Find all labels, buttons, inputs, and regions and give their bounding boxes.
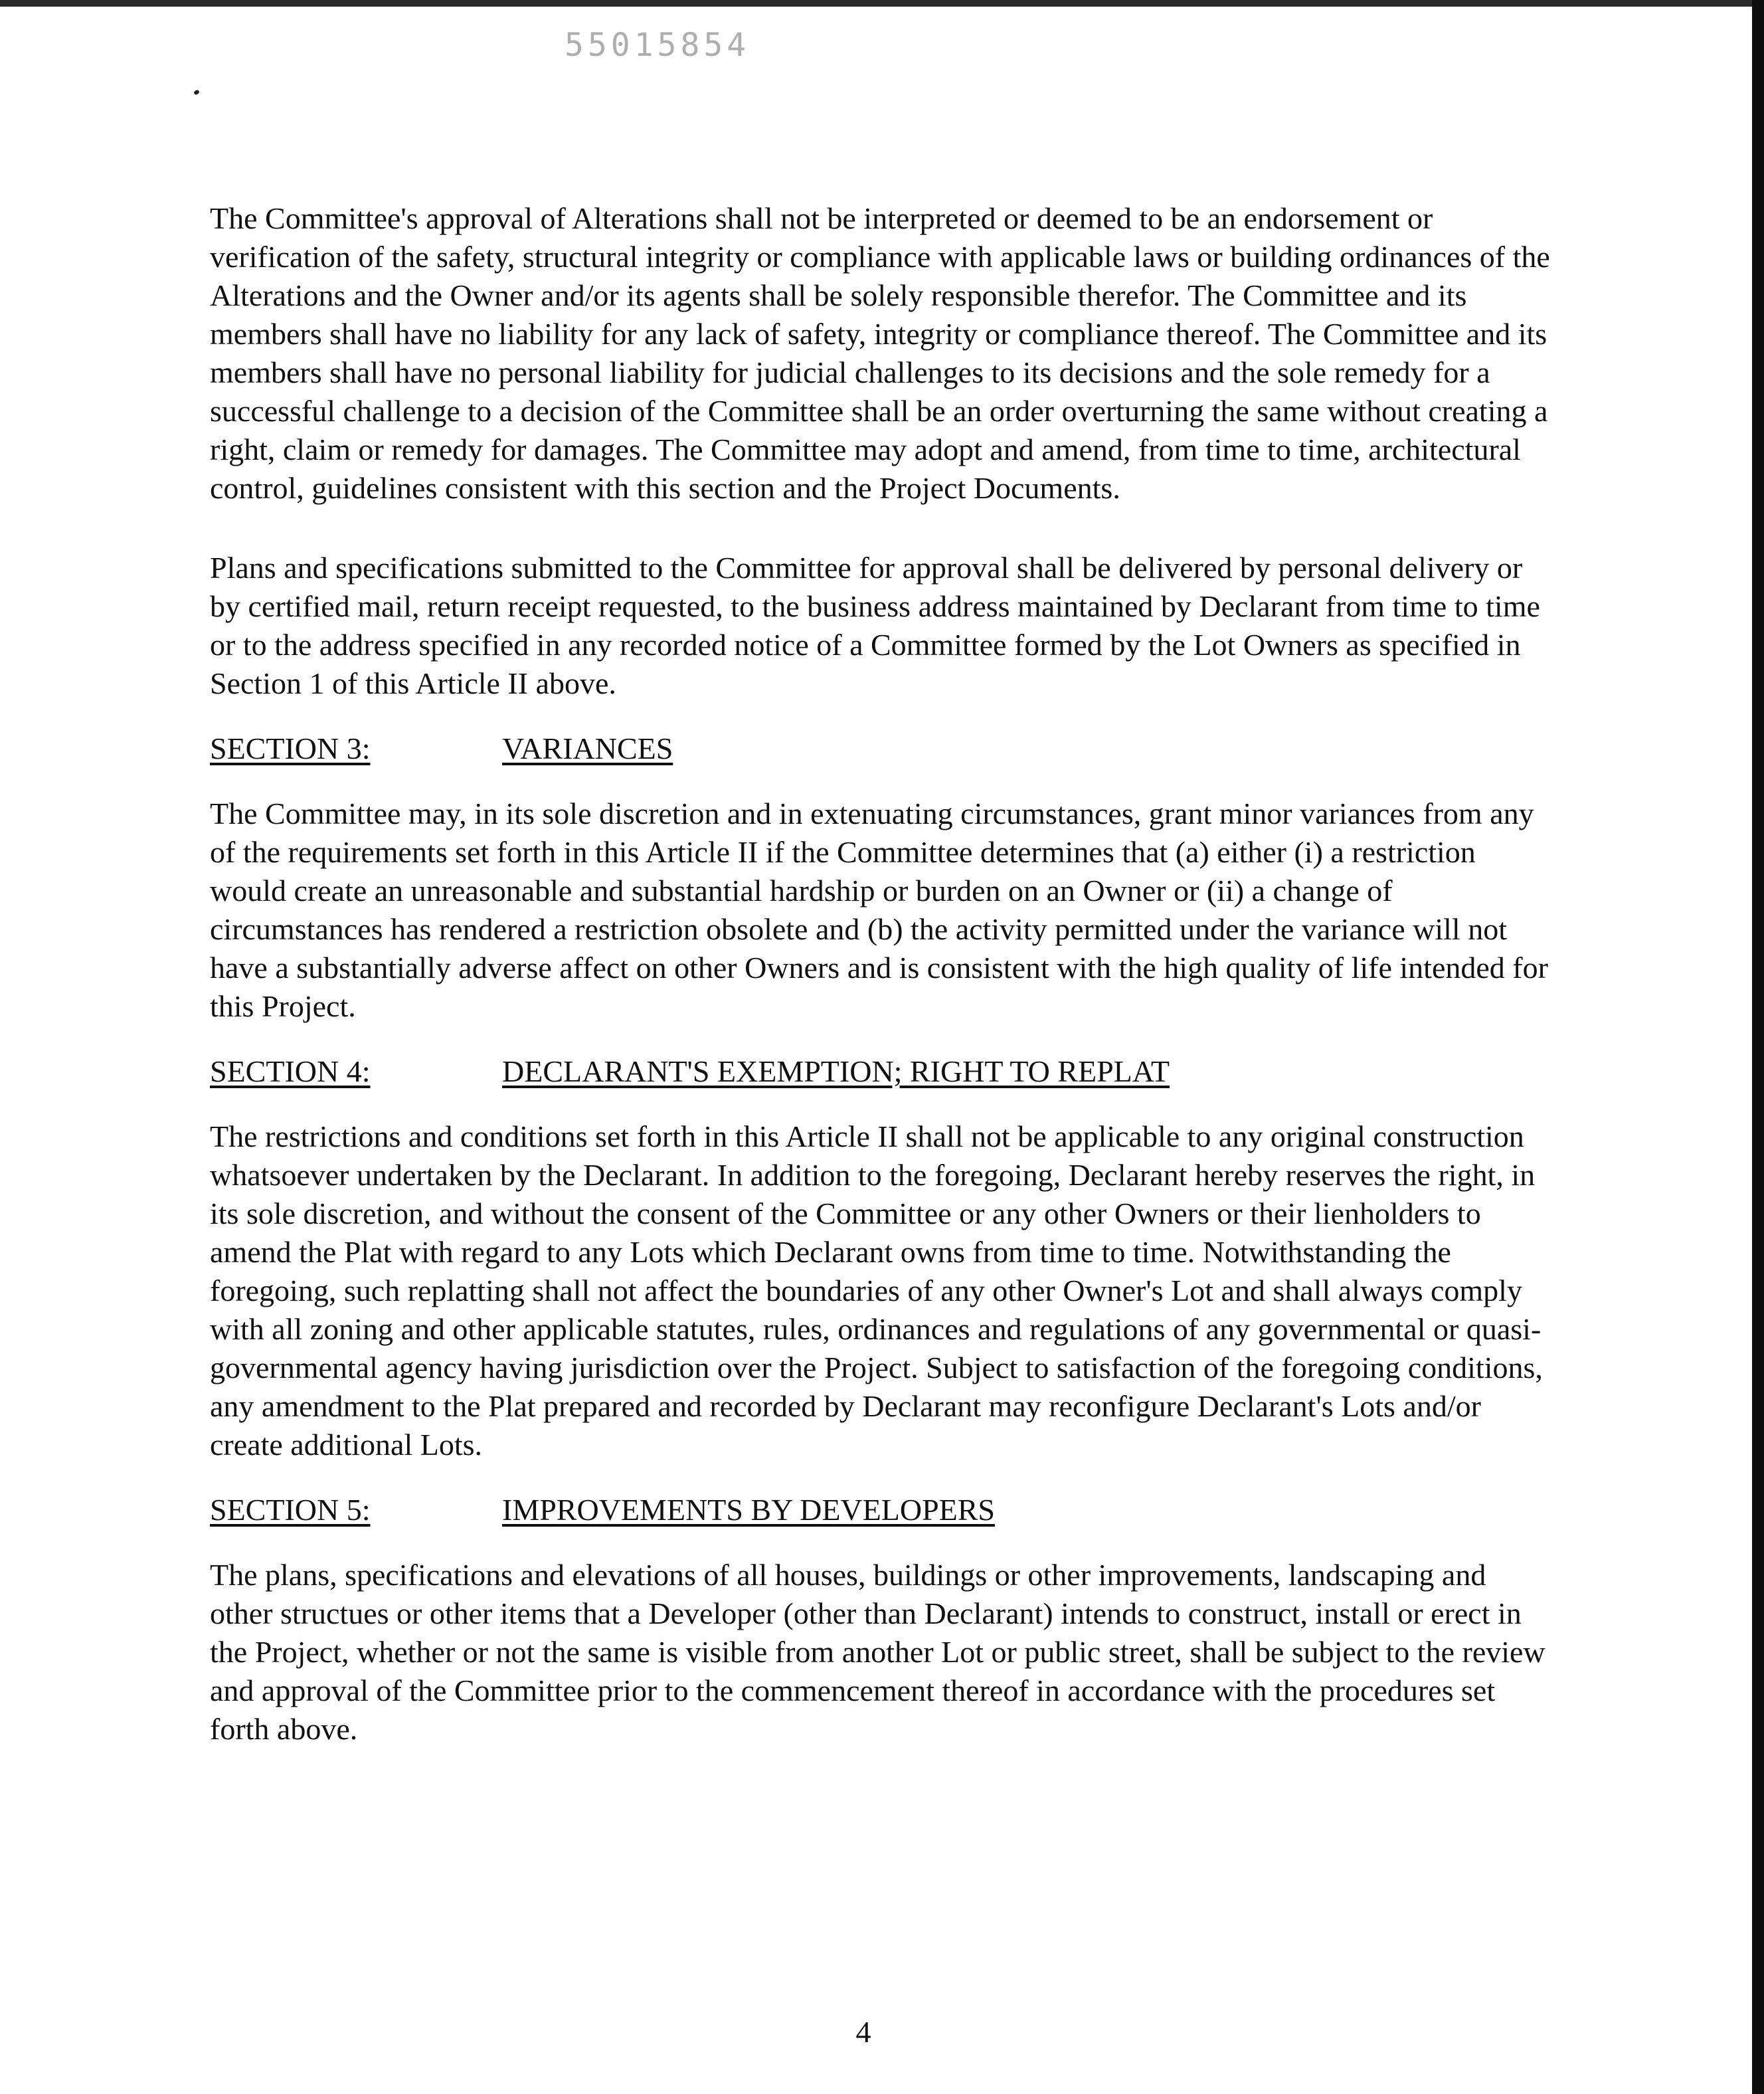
scan-edge-right — [1752, 0, 1764, 2094]
section-3-body: The Committee may, in its sole discretion and in extenuating circumstances, grant minor variances from any of the requirements set forth in this Article II if the Committee determines that (a) either (i) a restriction would create an unreasonable and substantial hardship or burden on an Owner or (ii) a change of circumstances has rendered a restriction obsolete and (b) the activity permitted under the variance will not have a substantially adverse affect on other Owners and is consistent with the high quality of life intended for this Project. — [210, 797, 1548, 1023]
section-5-heading — [210, 1491, 1551, 1529]
section-4-body: The restrictions and conditions set forth in this Article II shall not be applicable to any original construction whatsoever undertaken by the Declarant. In addition to the foregoing, Declarant hereby reserves the right, in its sole discretion, and without the consent of the Committee or any other Owners or their lienholders to amend the Plat with regard to any Lots which Declarant owns from time to time. Notwithstanding the foregoing, such replatting shall not affect the boundaries of any other Owner's Lot and shall always comply with all zoning and other applicable statutes, rules, ordinances and regulations of any governmental or quasi-governmental agency having jurisdiction over the Project. Subject to satisfaction of the foregoing conditions, any amendment to the Plat prepared and recorded by Declarant may reconfigure Declarant's Lots and/or create additional Lots. — [210, 1119, 1543, 1462]
section-4-number: SECTION 4: — [210, 1054, 371, 1088]
section-4-heading — [210, 1052, 1551, 1091]
paragraph-committee-approval: The Committee's approval of Alterations shall not be interpreted or deemed to be an endorsement or verification of the safety, structural integrity or compliance with applicable laws or building ordinances of the Alterations and the Owner and/or its agents shall be solely responsible therefor. The Committee and its members shall have no liability for any lack of safety, integrity or compliance thereof. The Committee and its members shall have no personal liability for judicial challenges to its decisions and the sole remedy for a successful challenge to a decision of the Committee shall be an order overturning the same without creating a right, claim or remedy for damages. The Committee may adopt and amend, from time to time, architectural control, guidelines consistent with this section and the Project Documents. — [210, 201, 1550, 505]
document-body — [210, 199, 1551, 1749]
section-3-number: SECTION 3: — [210, 731, 371, 765]
scan-edge-top — [0, 0, 1764, 7]
section-3-title: VARIANCES — [502, 731, 673, 765]
paragraph-plans-submission: Plans and specifications submitted to the Committee for approval shall be delivered by personal delivery or by certified mail, return receipt requested, to the business address maintained by Declarant from time to time or to the address specified in any recorded notice of a Committee formed by the Lot Owners as specified in Section 1 of this Article II above. — [210, 551, 1540, 700]
document-stamp: 55015854 — [565, 27, 750, 64]
section-3-heading — [210, 729, 1551, 768]
section-5-number: SECTION 5: — [210, 1493, 371, 1527]
section-5-title: IMPROVEMENTS BY DEVELOPERS — [502, 1493, 996, 1527]
page-number: 4 — [855, 2015, 871, 2049]
scan-speck — [193, 89, 200, 95]
section-5-body: The plans, specifications and elevations of all houses, buildings or other improvements, landscaping and other structues or other items that a Developer (other than Declarant) intends to construct, install or erect in the Project, whether or not the same is visible from another Lot or public street, shall be subject to the review and approval of the Committee prior to the commencement thereof in accordance with the procedures set forth above. — [210, 1558, 1545, 1746]
section-4-title: DECLARANT'S EXEMPTION; RIGHT TO REPLAT — [502, 1054, 1170, 1088]
